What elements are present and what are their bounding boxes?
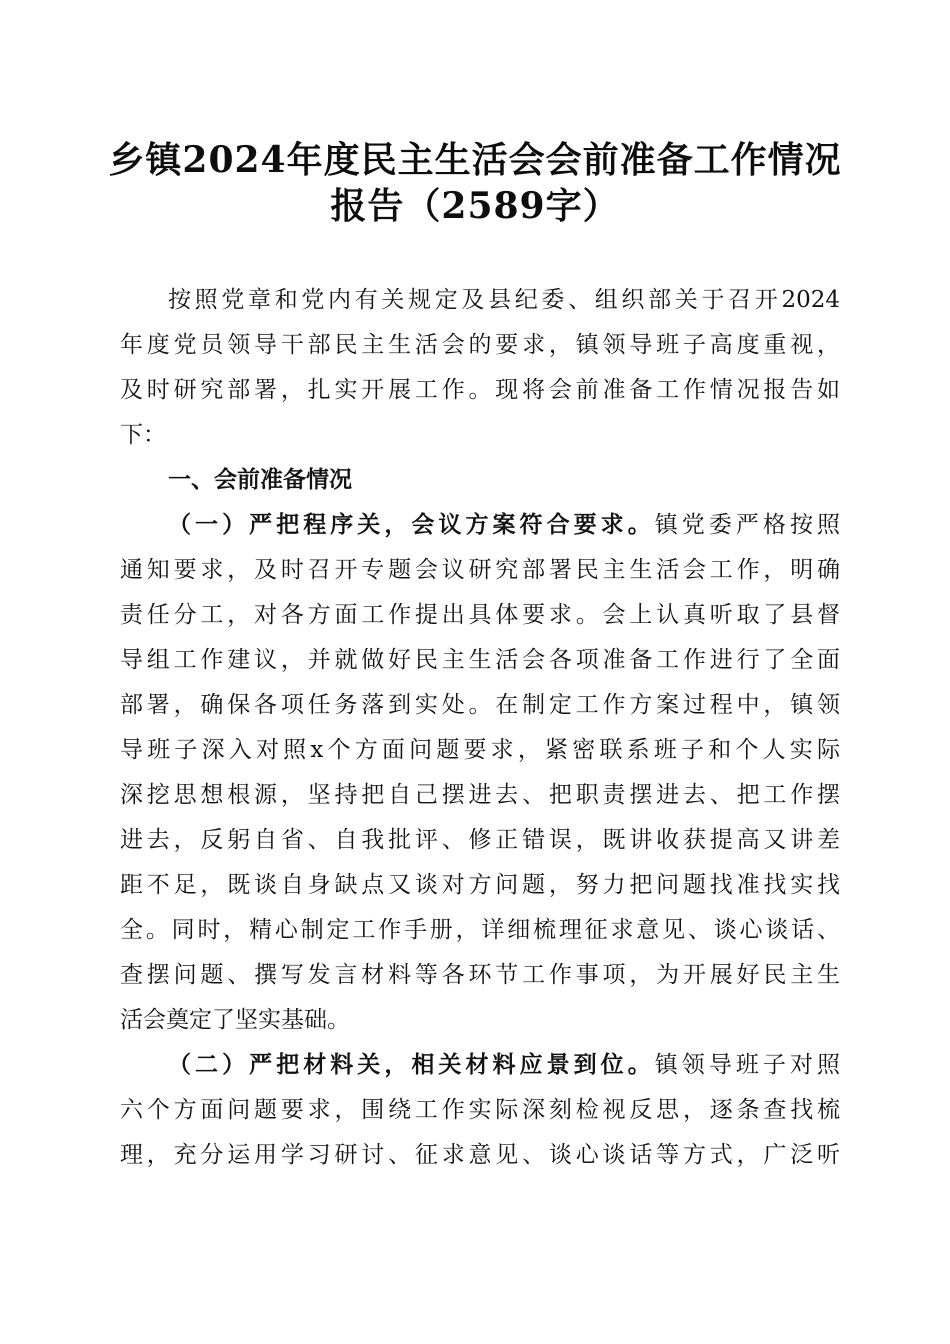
- subsection-1-line: 责任分工，对各方面工作提出具体要求。会上认真听取了县督: [120, 602, 840, 628]
- subsection-2-heading: （二）严把材料关，相关材料应景到位。: [168, 1051, 655, 1078]
- subsection-1-first-line: [168, 510, 840, 540]
- subsection-1-line: 导班子深入对照x个方面问题要求，紧密联系班子和个人实际: [120, 737, 840, 763]
- subsection-2-line: 理，充分运用学习研讨、征求意见、谈心谈话等方式，广泛听: [120, 1142, 840, 1168]
- intro-line-3: 及时研究部署，扎实开展工作。现将会前准备工作情况报告如: [120, 377, 840, 403]
- subsection-2-first-line: [168, 1050, 840, 1080]
- intro-line-1: 按照党章和党内有关规定及县纪委、组织部关于召开2024: [168, 287, 840, 313]
- subsection-2-first-text: 镇领导班子对照: [654, 1052, 841, 1078]
- document-title-line-2: 报告（2589字）: [330, 185, 620, 227]
- subsection-1-line: 距不足，既谈自身缺点又谈对方问题，努力把问题找准找实找: [120, 872, 840, 898]
- subsection-1-line: 通知要求，及时召开专题会议研究部署民主生活会工作，明确: [120, 557, 840, 583]
- subsection-2-line: 六个方面问题要求，围绕工作实际深刻检视反思，逐条查找梳: [120, 1097, 840, 1123]
- subsection-1-line: 导组工作建议，并就做好民主生活会各项准备工作进行了全面: [120, 647, 840, 673]
- intro-line-4: 下：: [120, 422, 166, 448]
- subsection-1-line: 部署，确保各项任务落到实处。在制定工作方案过程中，镇领: [120, 692, 840, 718]
- subsection-1-line: 活会奠定了坚实基础。: [120, 1007, 350, 1033]
- intro-line-2: 年度党员领导干部民主生活会的要求，镇领导班子高度重视，: [120, 332, 840, 358]
- subsection-1-line: 进去，反躬自省、自我批评、修正错误，既讲收获提高又讲差: [120, 827, 840, 853]
- document-title-line-1: 乡镇2024年度民主生活会会前准备工作情况: [108, 139, 842, 181]
- subsection-1-line: 查摆问题、撰写发言材料等各环节工作事项，为开展好民主生: [120, 962, 840, 988]
- subsection-1-line: 深挖思想根源，坚持把自己摆进去、把职责摆进去、把工作摆: [120, 782, 840, 808]
- subsection-1-heading: （一）严把程序关，会议方案符合要求。: [168, 511, 655, 538]
- section-heading: 一、会前准备情况: [168, 467, 352, 493]
- subsection-1-line: 全。同时，精心制定工作手册，详细梳理征求意见、谈心谈话、: [120, 917, 840, 943]
- subsection-1-first-text: 镇党委严格按照: [654, 512, 841, 538]
